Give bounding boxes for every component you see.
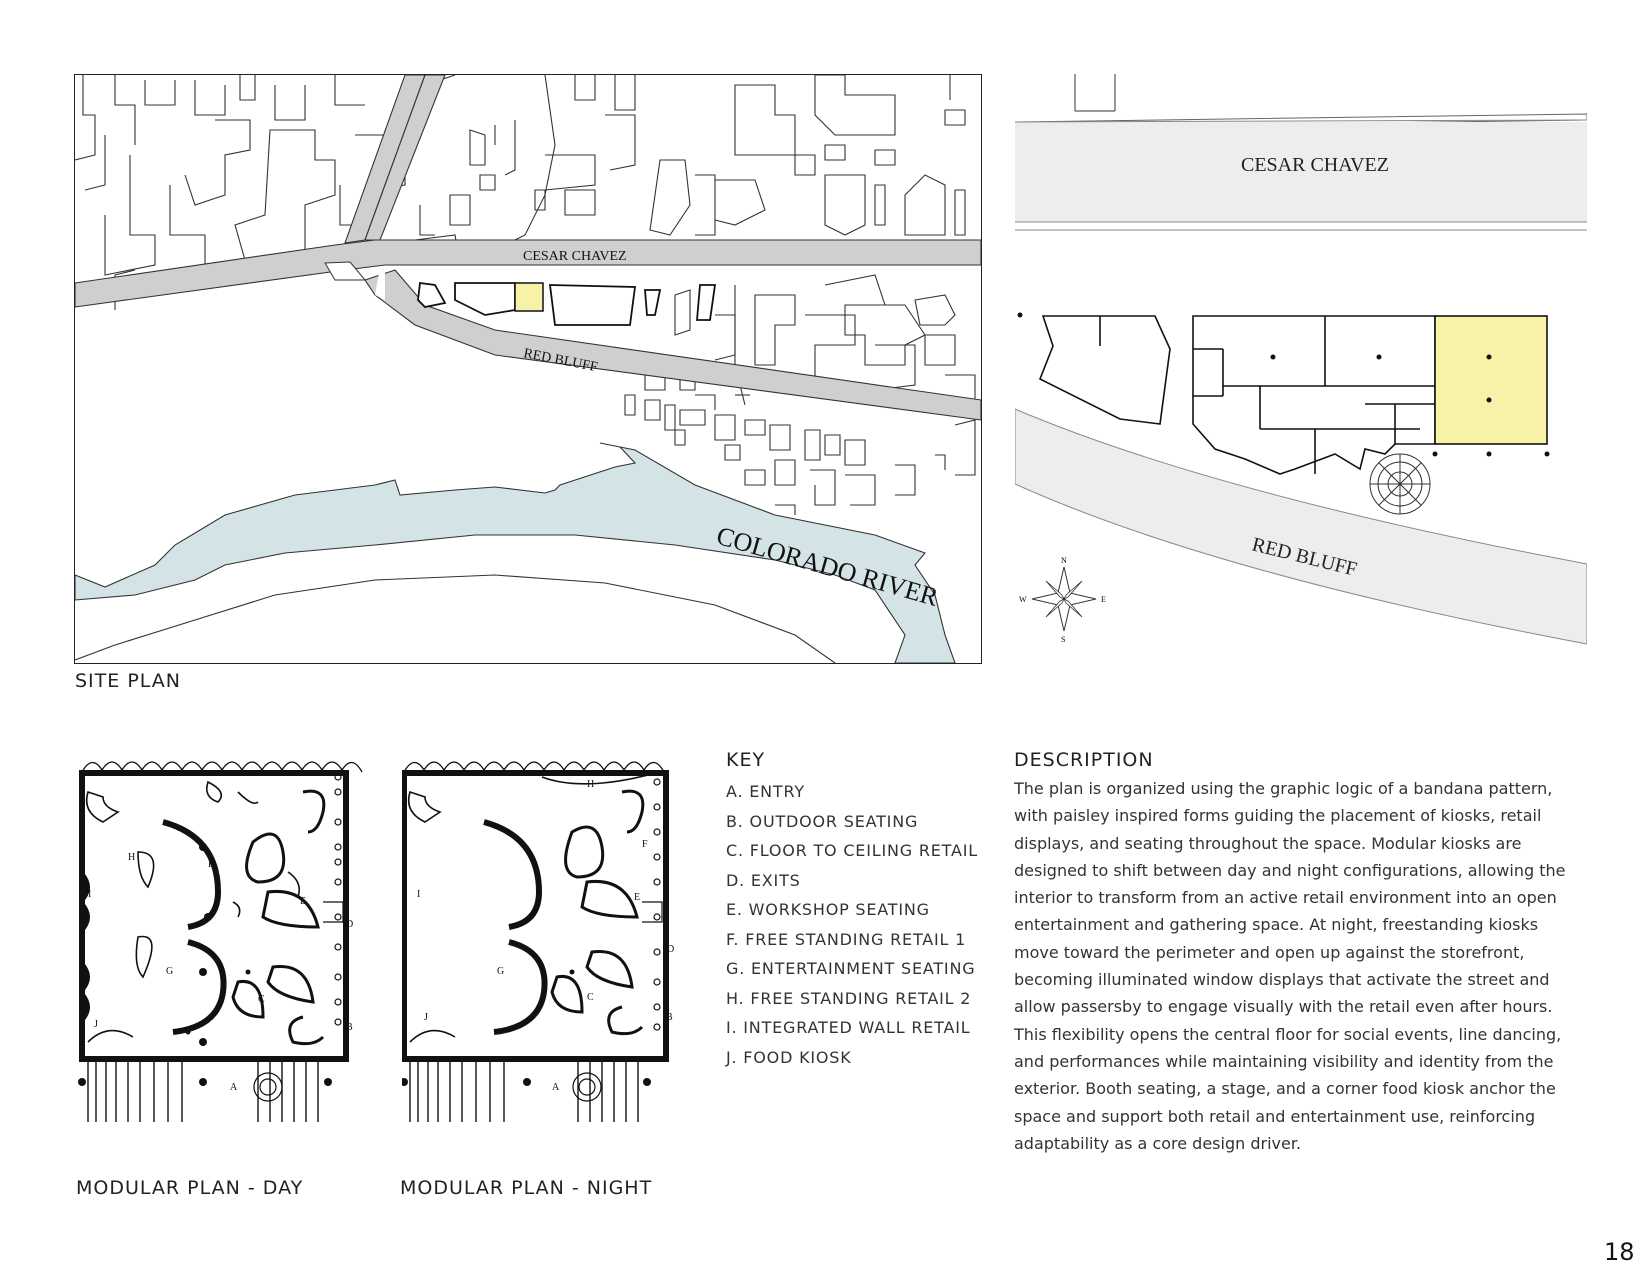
site-plan-map <box>74 74 982 664</box>
modular-plan-day <box>78 752 368 1147</box>
key-item: C. FLOOR TO CEILING RETAIL <box>726 841 978 860</box>
detail-street-top: CESAR CHAVEZ <box>1241 154 1389 176</box>
key-item: F. FREE STANDING RETAIL 1 <box>726 929 967 949</box>
site-plan-drawing <box>75 75 981 663</box>
night-label-h: H <box>587 779 595 790</box>
site-plan-caption: SITE PLAN <box>75 670 182 692</box>
night-label-f: F <box>642 839 648 850</box>
day-label-j: J <box>94 1019 98 1030</box>
description-body: The plan is organized using the graphic logic of a bandana pattern, with paisley inspired forms guiding the placement of kiosks, retail displays, and seating throughout the space. Modular kiosks are designed to shift between day and night configurations, allowing the interior to transform from an active retail environment into an open entertainment and gathering space. At night, freestanding kiosks move toward the perimeter and open up against the storefront, becoming illuminated window displays that activate the street and allow passersby to engage visually with the retail even after hours. This flexibility opens the central floor for social events, line dancing, and performances while maintaining visibility and identity from the exterior. Booth seating, a stage, and a corner food kiosk anchor the space and support both retail and entertainment use, reinforcing adaptability as a core design driver. <box>1014 779 1566 1153</box>
compass-n: N <box>1061 556 1067 565</box>
key-item: G. ENTERTAINMENT SEATING <box>726 959 976 978</box>
night-label-g: G <box>497 966 505 977</box>
day-label-a: A <box>230 1082 238 1093</box>
day-label-h: H <box>128 852 136 863</box>
night-label-d: D <box>667 944 675 955</box>
site-street-cesar-chavez: CESAR CHAVEZ <box>523 249 627 264</box>
night-label-i: I <box>417 889 421 900</box>
page-number: 18 <box>1604 1238 1635 1266</box>
day-plan-caption: MODULAR PLAN - DAY <box>76 1177 304 1199</box>
site-street-red-bluff: RED BLUFF <box>522 346 599 376</box>
key-item: B. OUTDOOR SEATING <box>726 811 919 831</box>
day-label-d: D <box>346 919 354 930</box>
night-label-b: B <box>666 1012 673 1023</box>
detail-plan-drawing <box>1015 74 1587 664</box>
day-label-g: G <box>166 966 174 977</box>
key-item: D. EXITS <box>726 870 801 890</box>
day-label-b: B <box>346 1022 353 1033</box>
key-item: I. INTEGRATED WALL RETAIL <box>726 1018 971 1037</box>
key-list <box>726 777 978 1072</box>
night-label-c: C <box>587 992 594 1003</box>
compass-w: W <box>1019 595 1027 604</box>
day-label-c: C <box>258 994 265 1005</box>
compass-s: S <box>1061 635 1066 644</box>
key-item: E. WORKSHOP SEATING <box>726 900 930 919</box>
night-label-e: E <box>634 892 641 903</box>
detail-street-bottom: RED BLUFF <box>1249 533 1360 581</box>
compass-rose-icon <box>1019 556 1106 644</box>
night-label-a: A <box>552 1082 560 1093</box>
day-label-i: I <box>88 889 92 900</box>
day-label-e: E <box>300 896 307 907</box>
key-item: J. FOOD KIOSK <box>726 1047 852 1067</box>
site-river-label: COLORADO RIVER <box>713 520 942 612</box>
modular-plan-night <box>402 752 692 1147</box>
key-section <box>726 749 978 1072</box>
description-heading: DESCRIPTION <box>1014 749 1154 771</box>
key-item: A. ENTRY <box>726 782 805 801</box>
key-item: H. FREE STANDING RETAIL 2 <box>726 988 972 1008</box>
night-plan-caption: MODULAR PLAN - NIGHT <box>400 1177 653 1199</box>
compass-e: E <box>1101 595 1106 604</box>
night-label-j: J <box>424 1012 428 1023</box>
key-heading: KEY <box>726 749 766 771</box>
day-label-f: F <box>208 859 214 870</box>
description-section <box>1014 749 1574 1157</box>
